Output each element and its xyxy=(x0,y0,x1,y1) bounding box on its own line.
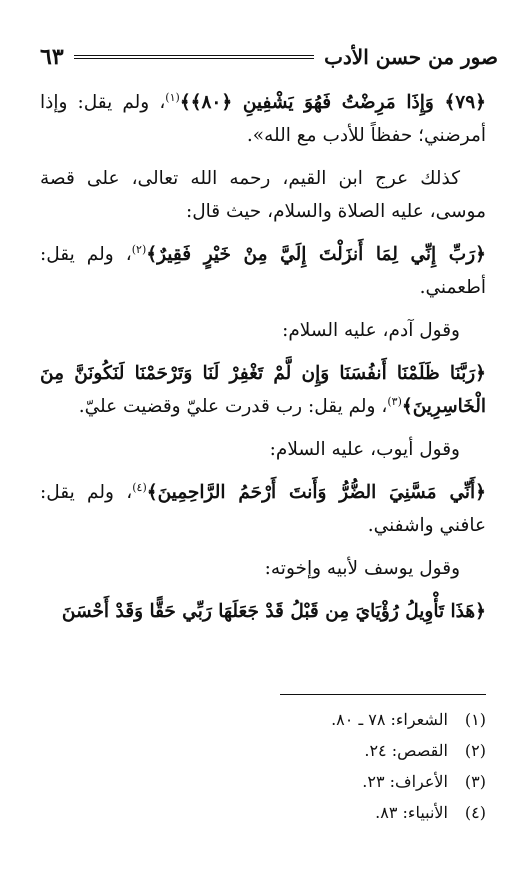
footnote xyxy=(40,735,486,766)
paragraph-text: كذلك عرج ابن القيم، رحمه الله تعالى، على قصة موسى، عليه الصلاة والسلام، حيث قال: xyxy=(40,168,486,222)
paragraph-text: ، ولم يقل: أطعمني. xyxy=(40,244,486,298)
page-header xyxy=(40,40,498,74)
footnote-number: (٣) xyxy=(464,772,486,791)
quran-verse: ﴿٧٩﴾ وَإِذَا مَرِضْتُ فَهُوَ يَشْفِينِ ﴿٨٠﴾﴾ xyxy=(179,92,487,113)
footnote xyxy=(40,704,486,735)
footnote-number: (٤) xyxy=(464,803,486,822)
quran-verse: ﴿رَبِّ إِنِّي لِمَا أَنزَلْتَ إِلَيَّ مِنْ خَيْرٍ فَقِيرٌ﴾ xyxy=(146,244,486,265)
footnote-ref: (٢) xyxy=(131,242,147,256)
footnote xyxy=(40,766,486,797)
paragraph-text: ، ولم يقل: رب قدرت عليّ وقضيت عليّ. xyxy=(78,396,388,417)
footnotes xyxy=(40,704,486,828)
paragraph-7 xyxy=(40,476,486,542)
footnote-ref: (١) xyxy=(165,90,180,104)
footnote-text: الأعراف: ٢٣. xyxy=(362,772,448,791)
paragraph-text: وقول يوسف لأبيه وإخوته: xyxy=(264,558,460,579)
paragraph-8 xyxy=(40,552,486,585)
paragraph-1 xyxy=(40,86,486,152)
paragraph-text: ، ولم يقل: وإذا أمرضني؛ حفظاً للأدب مع الله». xyxy=(40,92,486,146)
quran-verse: ﴿أَنِّي مَسَّنِيَ الضُّرُّ وَأَنتَ أَرْحَمُ الرَّاحِمِينَ﴾ xyxy=(146,482,486,503)
paragraph-4 xyxy=(40,314,486,347)
header-rule xyxy=(74,55,314,59)
footnote xyxy=(40,797,486,828)
footnote-text: القصص: ٢٤. xyxy=(364,741,448,760)
quran-verse: ﴿رَبَّنَا ظَلَمْنَا أَنفُسَنَا وَإِن لَّمْ تَغْفِرْ لَنَا وَتَرْحَمْنَا لَنَكُونَنَّ مِنَ الْخَاسِرِينَ﴾ xyxy=(40,363,486,417)
paragraph-9 xyxy=(40,595,486,628)
footnote-text: الشعراء: ٧٨ ـ ٨٠. xyxy=(331,710,448,729)
page-number: ٦٣ xyxy=(40,44,64,70)
paragraph-2 xyxy=(40,162,486,228)
paragraph-text: ، ولم يقل: عافني واشفني. xyxy=(40,482,486,536)
footnote-number: (١) xyxy=(464,710,486,729)
paragraph-6 xyxy=(40,433,486,466)
footnote-ref: (٤) xyxy=(132,480,147,494)
footnote-ref: (٣) xyxy=(387,394,402,408)
footnote-separator xyxy=(280,694,486,695)
quran-verse: ﴿هَذَا تَأْوِيلُ رُؤْيَايَ مِن قَبْلُ قَدْ جَعَلَهَا رَبِّي حَقًّا وَقَدْ أَحْسَنَ xyxy=(61,601,486,622)
footnote-text: الأنبياء: ٨٣. xyxy=(375,803,448,822)
page-body xyxy=(40,86,486,628)
paragraph-text: وقول أيوب، عليه السلام: xyxy=(269,439,460,460)
running-title: صور من حسن الأدب xyxy=(324,45,498,69)
paragraph-text: وقول آدم، عليه السلام: xyxy=(282,320,460,341)
footnote-number: (٢) xyxy=(464,741,486,760)
paragraph-3 xyxy=(40,238,486,304)
paragraph-5 xyxy=(40,357,486,423)
